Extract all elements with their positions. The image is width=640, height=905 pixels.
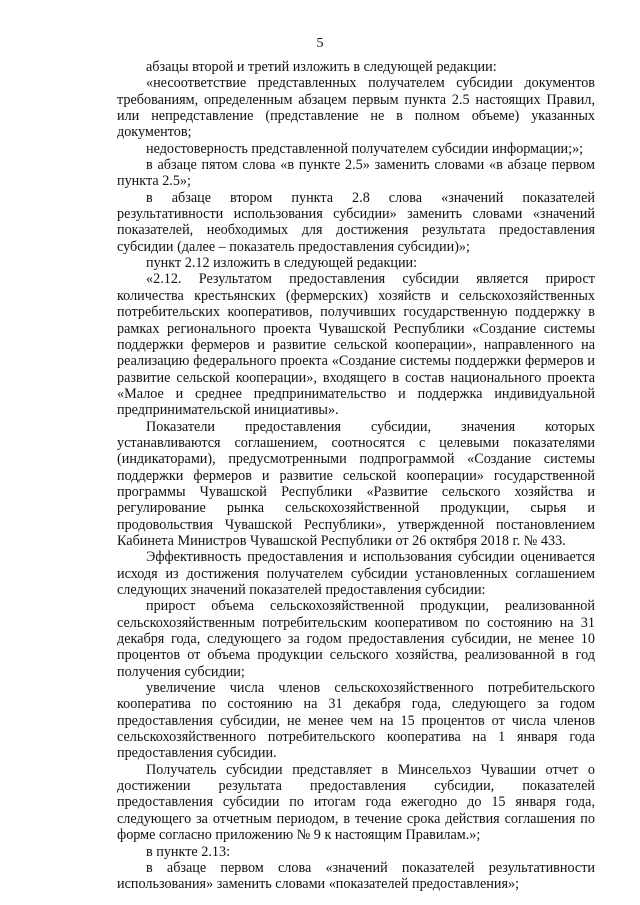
paragraph: абзацы второй и третий изложить в следующей редакции: bbox=[146, 59, 497, 75]
document-body bbox=[117, 59, 595, 893]
paragraph: в абзаце первом слова «значений показателей результативности использования» заменить словами «показателей предоставления»; bbox=[117, 859, 595, 893]
paragraph: Эффективность предоставления и использования субсидии оценивается исходя из достижения получателем субсидии установленных соглашением следующих значений показателей предоставления субсидии: bbox=[117, 549, 595, 598]
paragraph: «2.12. Результатом предоставления субсидии является прирост количества крестьянских (фермерских) хозяйств и сельскохозяйственных потребительских кооперативов, получивших государственную поддержку в рамках регионального проекта Чувашской Республики «Создание системы поддержки фермеров и развитие сельской кооперации», направленного на реализацию федерального проекта «Создание системы поддержки фермеров и развитие сельской кооперации», входящего в состав национального проекта «Малое и среднее предпринимательство и поддержка индивидуальной предпринимательской инициативы». bbox=[117, 271, 595, 419]
paragraph: прирост объема сельскохозяйственной продукции, реализованной сельскохозяйственным потребительским кооперативом по состоянию на 31 декабря года, следующего за годом предоставления субсидии, не менее 10 процентов от объема продукции сельского хозяйства, реализованной в год получения субсидии; bbox=[117, 598, 595, 680]
paragraph: Показатели предоставления субсидии, значения которых устанавливаются соглашением, соотносятся с целевыми показателями (индикаторами), предусмотренными подпрограммой «Создание системы поддержки фермеров и развитие сельской кооперации» государственной программы Чувашской Республики «Развитие сельского хозяйства и регулирование рынка сельскохозяйственной продукции, сырья и продовольствия Чувашской Республики», утвержденной постановлением Кабинета Министров Чувашской Республики от 26 октября 2018 г. № 433. bbox=[117, 418, 595, 549]
paragraph: Получатель субсидии представляет в Минсельхоз Чувашии отчет о достижении результата предоставления субсидии, показателей предоставления субсидии по итогам года ежегодно до 15 января года, следующего за отчетным периодом, в течение срока действия соглашения по форме согласно приложению № 9 к настоящим Правилам.»; bbox=[117, 761, 595, 844]
paragraph: в абзаце пятом слова «в пункте 2.5» заменить словами «в абзаце первом пункта 2.5»; bbox=[117, 157, 595, 190]
paragraph: увеличение числа членов сельскохозяйственного потребительского кооператива по состоянию на 31 декабря года, следующего за годом предоставления субсидии, не менее чем на 15 процентов от числа членов сельскохозяйственного потребительского кооператива на 1 января года предоставления субсидии. bbox=[117, 680, 595, 762]
paragraph: в абзаце втором пункта 2.8 слова «значений показателей результативности использования субсидии» заменить словами «значений показателей, необходимых для достижения результата предоставления субсидии (далее – показатель предоставления субсидии)»; bbox=[117, 189, 595, 255]
page-number: 5 bbox=[316, 36, 324, 51]
paragraph: в пункте 2.13: bbox=[146, 843, 231, 860]
paragraph: пункт 2.12 изложить в следующей редакции: bbox=[146, 255, 418, 272]
paragraph: «несоответствие представленных получателем субсидии документов требованиям, определенным абзацем первым пункта 2.5 настоящих Правил, или непредставление (представление не в полном объеме) указанных документов; bbox=[117, 75, 595, 141]
paragraph: недостоверность представленной получателем субсидии информации;»; bbox=[146, 140, 584, 157]
